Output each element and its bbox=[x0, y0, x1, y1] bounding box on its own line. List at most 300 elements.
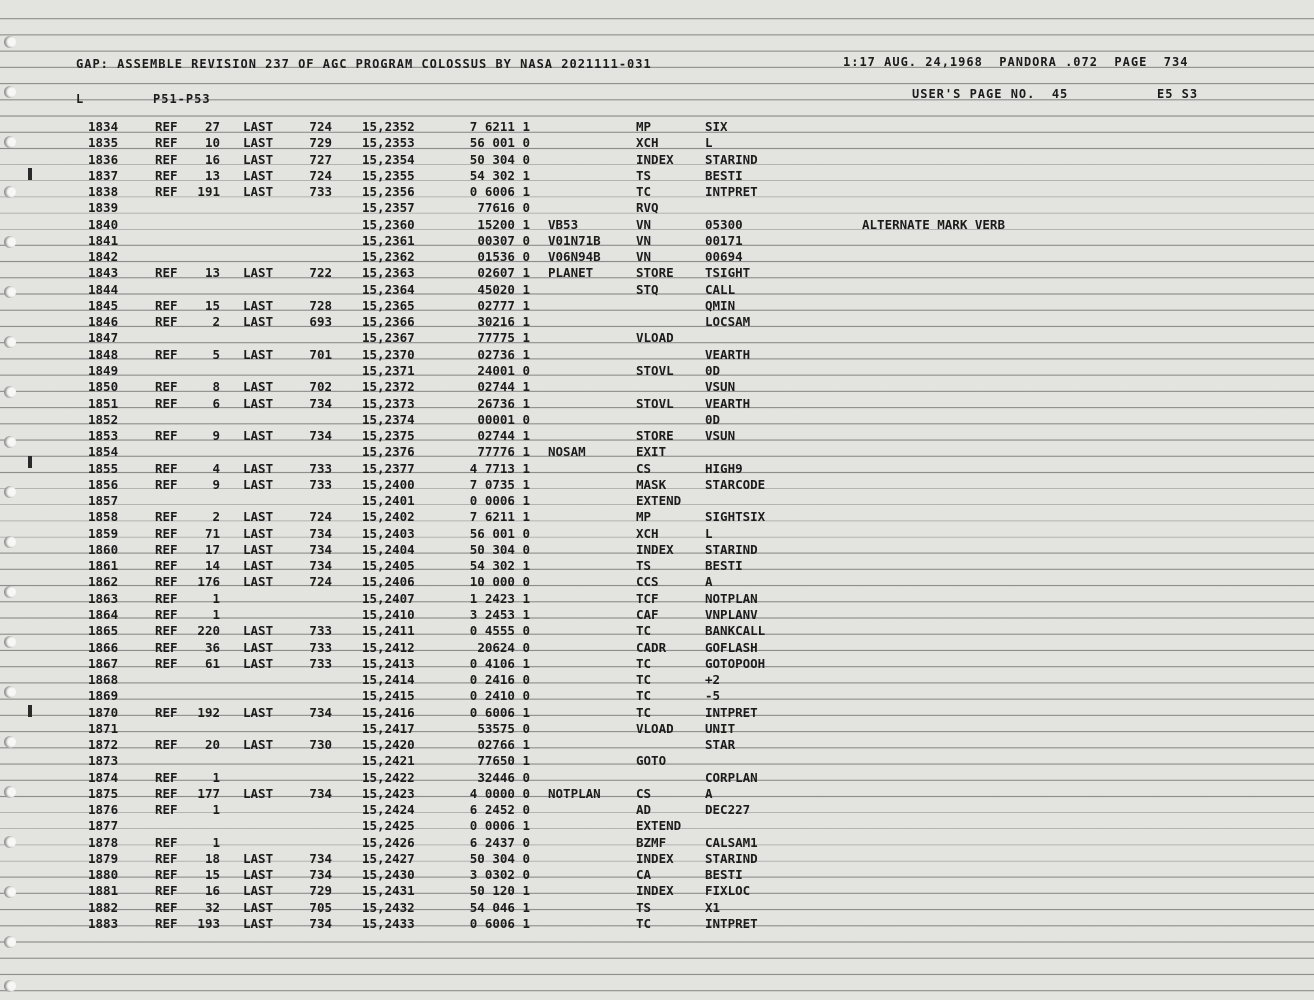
line-number: 1856 bbox=[88, 476, 119, 492]
listing-row bbox=[0, 461, 1314, 477]
ref-keyword: REF bbox=[155, 151, 178, 167]
ref-count: 1 bbox=[212, 590, 220, 606]
octal-code: 6 2437 0 bbox=[469, 834, 530, 850]
opcode: TC bbox=[636, 655, 652, 671]
last-keyword: LAST bbox=[243, 346, 274, 362]
listing-row bbox=[0, 265, 1314, 281]
last-page: 733 bbox=[309, 476, 332, 492]
listing-row bbox=[0, 802, 1314, 818]
opcode: XCH bbox=[636, 135, 659, 151]
octal-code: 02744 1 bbox=[477, 428, 530, 444]
ref-count: 10 bbox=[204, 135, 220, 151]
last-page: 702 bbox=[309, 379, 332, 395]
line-number: 1853 bbox=[88, 428, 119, 444]
ref-keyword: REF bbox=[155, 623, 178, 639]
last-keyword: LAST bbox=[243, 655, 274, 671]
address: 15,2421 bbox=[362, 753, 415, 769]
operand: A bbox=[705, 785, 713, 801]
listing-row bbox=[0, 526, 1314, 542]
ref-keyword: REF bbox=[155, 476, 178, 492]
ref-count: 220 bbox=[197, 623, 220, 639]
line-number: 1880 bbox=[88, 867, 119, 883]
ref-keyword: REF bbox=[155, 916, 178, 932]
operand: BESTI bbox=[705, 167, 743, 183]
last-page: 733 bbox=[309, 460, 332, 476]
address: 15,2407 bbox=[362, 590, 415, 606]
operand: VEARTH bbox=[705, 395, 751, 411]
section-name: P51-P53 bbox=[153, 92, 211, 106]
opcode: INDEX bbox=[636, 883, 674, 899]
operand: INTPRET bbox=[705, 184, 758, 200]
symbol-label: NOSAM bbox=[548, 444, 586, 460]
listing-row bbox=[0, 509, 1314, 525]
line-number: 1847 bbox=[88, 330, 119, 346]
opcode: CAF bbox=[636, 606, 659, 622]
ref-keyword: REF bbox=[155, 737, 178, 753]
last-page: 724 bbox=[309, 509, 332, 525]
address: 15,2426 bbox=[362, 834, 415, 850]
opcode: VN bbox=[636, 249, 652, 265]
opcode: STORE bbox=[636, 265, 674, 281]
octal-code: 54 302 1 bbox=[469, 558, 530, 574]
opcode: INDEX bbox=[636, 541, 674, 557]
ref-keyword: REF bbox=[155, 135, 178, 151]
listing-row bbox=[0, 705, 1314, 721]
ref-keyword: REF bbox=[155, 802, 178, 818]
address: 15,2373 bbox=[362, 395, 415, 411]
opcode: TC bbox=[636, 916, 652, 932]
address: 15,2356 bbox=[362, 184, 415, 200]
listing-row bbox=[0, 444, 1314, 460]
operand: LOCSAM bbox=[705, 314, 751, 330]
last-keyword: LAST bbox=[243, 541, 274, 557]
listing-row bbox=[0, 607, 1314, 623]
feed-hole bbox=[4, 980, 16, 992]
operand: CORPLAN bbox=[705, 769, 758, 785]
operand: STARCODE bbox=[705, 476, 766, 492]
listing-row bbox=[0, 282, 1314, 298]
line-number: 1846 bbox=[88, 314, 119, 330]
line-number: 1863 bbox=[88, 590, 119, 606]
octal-code: 0 0006 1 bbox=[469, 818, 530, 834]
line-number: 1838 bbox=[88, 184, 119, 200]
opcode: TS bbox=[636, 558, 652, 574]
operand: NOTPLAN bbox=[705, 590, 758, 606]
line-number: 1868 bbox=[88, 672, 119, 688]
address: 15,2370 bbox=[362, 346, 415, 362]
octal-code: 56 001 0 bbox=[469, 525, 530, 541]
ref-count: 15 bbox=[204, 867, 220, 883]
line-number: 1864 bbox=[88, 606, 119, 622]
opcode: TC bbox=[636, 704, 652, 720]
last-page: 734 bbox=[309, 850, 332, 866]
last-keyword: LAST bbox=[243, 737, 274, 753]
last-page: 705 bbox=[309, 899, 332, 915]
listing-row bbox=[0, 184, 1314, 200]
opcode: TC bbox=[636, 688, 652, 704]
octal-code: 77650 1 bbox=[477, 753, 530, 769]
line-number: 1840 bbox=[88, 216, 119, 232]
address: 15,2375 bbox=[362, 428, 415, 444]
last-page: 734 bbox=[309, 704, 332, 720]
octal-code: 0 0006 1 bbox=[469, 493, 530, 509]
line-number: 1869 bbox=[88, 688, 119, 704]
symbol-label: PLANET bbox=[548, 265, 594, 281]
address: 15,2423 bbox=[362, 785, 415, 801]
operand: HIGH9 bbox=[705, 460, 743, 476]
ref-count: 14 bbox=[204, 558, 220, 574]
address: 15,2353 bbox=[362, 135, 415, 151]
symbol-label: NOTPLAN bbox=[548, 785, 601, 801]
symbol-label: V06N94B bbox=[548, 249, 601, 265]
operand: L bbox=[705, 135, 713, 151]
octal-code: 45020 1 bbox=[477, 281, 530, 297]
operand: GOFLASH bbox=[705, 639, 758, 655]
ref-keyword: REF bbox=[155, 590, 178, 606]
ref-keyword: REF bbox=[155, 704, 178, 720]
address: 15,2425 bbox=[362, 818, 415, 834]
operand: 00694 bbox=[705, 249, 743, 265]
address: 15,2411 bbox=[362, 623, 415, 639]
octal-code: 4 0000 0 bbox=[469, 785, 530, 801]
listing-row bbox=[0, 574, 1314, 590]
octal-code: 54 302 1 bbox=[469, 167, 530, 183]
listing-row bbox=[0, 347, 1314, 363]
octal-code: 26736 1 bbox=[477, 395, 530, 411]
last-keyword: LAST bbox=[243, 525, 274, 541]
last-page: 733 bbox=[309, 623, 332, 639]
opcode: MP bbox=[636, 509, 652, 525]
opcode: STOVL bbox=[636, 362, 674, 378]
line-number: 1855 bbox=[88, 460, 119, 476]
address: 15,2416 bbox=[362, 704, 415, 720]
line-number: 1835 bbox=[88, 135, 119, 151]
operand: INTPRET bbox=[705, 704, 758, 720]
address: 15,2403 bbox=[362, 525, 415, 541]
last-page: 724 bbox=[309, 167, 332, 183]
octal-code: 02736 1 bbox=[477, 346, 530, 362]
line-number: 1841 bbox=[88, 232, 119, 248]
line-number: 1875 bbox=[88, 785, 119, 801]
address: 15,2433 bbox=[362, 916, 415, 932]
symbol-label: V01N71B bbox=[548, 232, 601, 248]
ref-keyword: REF bbox=[155, 509, 178, 525]
line-number: 1857 bbox=[88, 493, 119, 509]
last-keyword: LAST bbox=[243, 623, 274, 639]
listing-row bbox=[0, 249, 1314, 265]
line-number: 1851 bbox=[88, 395, 119, 411]
octal-code: 77776 1 bbox=[477, 444, 530, 460]
ref-count: 4 bbox=[212, 460, 220, 476]
operand: X1 bbox=[705, 899, 721, 915]
line-number: 1881 bbox=[88, 883, 119, 899]
listing-row bbox=[0, 786, 1314, 802]
operand: SIX bbox=[705, 119, 728, 134]
listing-row bbox=[0, 217, 1314, 233]
ref-keyword: REF bbox=[155, 184, 178, 200]
sheet-code: E5 S3 bbox=[1157, 87, 1199, 101]
last-keyword: LAST bbox=[243, 574, 274, 590]
listing-row bbox=[0, 591, 1314, 607]
line-number: 1848 bbox=[88, 346, 119, 362]
last-keyword: LAST bbox=[243, 639, 274, 655]
opcode: TC bbox=[636, 184, 652, 200]
octal-code: 77775 1 bbox=[477, 330, 530, 346]
address: 15,2432 bbox=[362, 899, 415, 915]
octal-code: 6 2452 0 bbox=[469, 802, 530, 818]
last-page: 734 bbox=[309, 428, 332, 444]
listing-row bbox=[0, 152, 1314, 168]
octal-code: 7 0735 1 bbox=[469, 476, 530, 492]
operand: GOTOPOOH bbox=[705, 655, 766, 671]
address: 15,2422 bbox=[362, 769, 415, 785]
last-page: 728 bbox=[309, 297, 332, 313]
address: 15,2376 bbox=[362, 444, 415, 460]
octal-code: 00001 0 bbox=[477, 411, 530, 427]
operand: VSUN bbox=[705, 379, 736, 395]
octal-code: 50 304 0 bbox=[469, 541, 530, 557]
opcode: EXTEND bbox=[636, 493, 682, 509]
last-page: 724 bbox=[309, 574, 332, 590]
octal-code: 24001 0 bbox=[477, 362, 530, 378]
address: 15,2372 bbox=[362, 379, 415, 395]
address: 15,2360 bbox=[362, 216, 415, 232]
line-number: 1882 bbox=[88, 899, 119, 915]
listing-row bbox=[0, 558, 1314, 574]
line-number: 1871 bbox=[88, 720, 119, 736]
ref-keyword: REF bbox=[155, 883, 178, 899]
operand: VNPLANV bbox=[705, 606, 758, 622]
address: 15,2352 bbox=[362, 119, 415, 134]
last-page: 734 bbox=[309, 785, 332, 801]
ref-count: 1 bbox=[212, 606, 220, 622]
last-keyword: LAST bbox=[243, 297, 274, 313]
line-number: 1866 bbox=[88, 639, 119, 655]
listing-row bbox=[0, 542, 1314, 558]
address: 15,2404 bbox=[362, 541, 415, 557]
ref-keyword: REF bbox=[155, 314, 178, 330]
opcode: EXIT bbox=[636, 444, 667, 460]
ref-count: 2 bbox=[212, 509, 220, 525]
operand: 00171 bbox=[705, 232, 743, 248]
opcode: TC bbox=[636, 672, 652, 688]
line-number: 1883 bbox=[88, 916, 119, 932]
line-number: 1873 bbox=[88, 753, 119, 769]
last-page: 733 bbox=[309, 639, 332, 655]
last-page: 730 bbox=[309, 737, 332, 753]
last-page: 727 bbox=[309, 151, 332, 167]
opcode: MASK bbox=[636, 476, 667, 492]
opcode: XCH bbox=[636, 525, 659, 541]
ref-keyword: REF bbox=[155, 639, 178, 655]
line-number: 1862 bbox=[88, 574, 119, 590]
address: 15,2361 bbox=[362, 232, 415, 248]
ref-count: 20 bbox=[204, 737, 220, 753]
last-keyword: LAST bbox=[243, 558, 274, 574]
opcode: AD bbox=[636, 802, 652, 818]
ref-count: 13 bbox=[204, 167, 220, 183]
last-page: 734 bbox=[309, 558, 332, 574]
ref-count: 1 bbox=[212, 834, 220, 850]
ref-count: 191 bbox=[197, 184, 220, 200]
opcode: CADR bbox=[636, 639, 667, 655]
ref-count: 1 bbox=[212, 769, 220, 785]
line-number: 1843 bbox=[88, 265, 119, 281]
ref-count: 192 bbox=[197, 704, 220, 720]
ref-keyword: REF bbox=[155, 428, 178, 444]
ref-count: 61 bbox=[204, 655, 220, 671]
last-keyword: LAST bbox=[243, 265, 274, 281]
line-number: 1872 bbox=[88, 737, 119, 753]
ref-count: 15 bbox=[204, 297, 220, 313]
address: 15,2355 bbox=[362, 167, 415, 183]
octal-code: 02607 1 bbox=[477, 265, 530, 281]
last-keyword: LAST bbox=[243, 460, 274, 476]
line-number: 1860 bbox=[88, 541, 119, 557]
line-number: 1849 bbox=[88, 362, 119, 378]
listing-row bbox=[0, 396, 1314, 412]
address: 15,2363 bbox=[362, 265, 415, 281]
ref-count: 32 bbox=[204, 899, 220, 915]
operand: -5 bbox=[705, 688, 721, 704]
line-number: 1850 bbox=[88, 379, 119, 395]
operand: TSIGHT bbox=[705, 265, 751, 281]
address: 15,2413 bbox=[362, 655, 415, 671]
operand: 0D bbox=[705, 411, 721, 427]
ref-keyword: REF bbox=[155, 558, 178, 574]
last-keyword: LAST bbox=[243, 395, 274, 411]
last-page: 729 bbox=[309, 135, 332, 151]
address: 15,2406 bbox=[362, 574, 415, 590]
ref-count: 16 bbox=[204, 883, 220, 899]
listing-row bbox=[0, 737, 1314, 753]
listing-row bbox=[0, 428, 1314, 444]
last-keyword: LAST bbox=[243, 428, 274, 444]
listing-row bbox=[0, 688, 1314, 704]
address: 15,2414 bbox=[362, 672, 415, 688]
last-keyword: LAST bbox=[243, 379, 274, 395]
operand: QMIN bbox=[705, 297, 736, 313]
address: 15,2354 bbox=[362, 151, 415, 167]
opcode: CS bbox=[636, 460, 652, 476]
octal-code: 54 046 1 bbox=[469, 899, 530, 915]
address: 15,2367 bbox=[362, 330, 415, 346]
address: 15,2430 bbox=[362, 867, 415, 883]
opcode: CA bbox=[636, 867, 652, 883]
line-number: 1861 bbox=[88, 558, 119, 574]
last-keyword: LAST bbox=[243, 314, 274, 330]
opcode: BZMF bbox=[636, 834, 667, 850]
opcode: INDEX bbox=[636, 151, 674, 167]
address: 15,2364 bbox=[362, 281, 415, 297]
ref-keyword: REF bbox=[155, 655, 178, 671]
opcode: VN bbox=[636, 216, 652, 232]
address: 15,2401 bbox=[362, 493, 415, 509]
last-page: 733 bbox=[309, 184, 332, 200]
opcode: RVQ bbox=[636, 200, 659, 216]
operand: VSUN bbox=[705, 428, 736, 444]
last-page: 734 bbox=[309, 525, 332, 541]
opcode: TCF bbox=[636, 590, 659, 606]
ref-count: 13 bbox=[204, 265, 220, 281]
listing-row bbox=[0, 916, 1314, 932]
address: 15,2402 bbox=[362, 509, 415, 525]
ref-keyword: REF bbox=[155, 769, 178, 785]
ref-count: 176 bbox=[197, 574, 220, 590]
address: 15,2371 bbox=[362, 362, 415, 378]
last-page: 734 bbox=[309, 541, 332, 557]
address: 15,2431 bbox=[362, 883, 415, 899]
opcode: TS bbox=[636, 167, 652, 183]
octal-code: 77616 0 bbox=[477, 200, 530, 216]
last-page: 724 bbox=[309, 119, 332, 134]
last-keyword: LAST bbox=[243, 167, 274, 183]
operand: STARIND bbox=[705, 151, 758, 167]
feed-hole bbox=[4, 36, 16, 48]
line-number: 1837 bbox=[88, 167, 119, 183]
last-keyword: LAST bbox=[243, 867, 274, 883]
feed-hole bbox=[4, 936, 16, 948]
opcode: GOTO bbox=[636, 753, 667, 769]
opcode: VN bbox=[636, 232, 652, 248]
line-number: 1858 bbox=[88, 509, 119, 525]
ref-keyword: REF bbox=[155, 119, 178, 134]
opcode: MP bbox=[636, 119, 652, 134]
operand: BESTI bbox=[705, 558, 743, 574]
octal-code: 56 001 0 bbox=[469, 135, 530, 151]
line-number: 1877 bbox=[88, 818, 119, 834]
line-number: 1845 bbox=[88, 297, 119, 313]
listing-row bbox=[0, 867, 1314, 883]
operand: CALL bbox=[705, 281, 736, 297]
octal-code: 7 6211 1 bbox=[469, 509, 530, 525]
ref-count: 8 bbox=[212, 379, 220, 395]
ref-count: 17 bbox=[204, 541, 220, 557]
operand: INTPRET bbox=[705, 916, 758, 932]
listing-row bbox=[0, 314, 1314, 330]
address: 15,2377 bbox=[362, 460, 415, 476]
ref-keyword: REF bbox=[155, 867, 178, 883]
listing-row bbox=[0, 168, 1314, 184]
ref-keyword: REF bbox=[155, 297, 178, 313]
listing-row bbox=[0, 119, 1314, 135]
octal-code: 0 6006 1 bbox=[469, 704, 530, 720]
last-keyword: LAST bbox=[243, 916, 274, 932]
octal-code: 01536 0 bbox=[477, 249, 530, 265]
line-number: 1874 bbox=[88, 769, 119, 785]
operand: DEC227 bbox=[705, 802, 751, 818]
operand: VEARTH bbox=[705, 346, 751, 362]
address: 15,2427 bbox=[362, 850, 415, 866]
ref-count: 71 bbox=[204, 525, 220, 541]
octal-code: 3 2453 1 bbox=[469, 606, 530, 622]
address: 15,2374 bbox=[362, 411, 415, 427]
octal-code: 0 2410 0 bbox=[469, 688, 530, 704]
ref-keyword: REF bbox=[155, 834, 178, 850]
ref-keyword: REF bbox=[155, 574, 178, 590]
address: 15,2424 bbox=[362, 802, 415, 818]
listing-row bbox=[0, 135, 1314, 151]
operand: CALSAM1 bbox=[705, 834, 758, 850]
last-page: 722 bbox=[309, 265, 332, 281]
ref-keyword: REF bbox=[155, 395, 178, 411]
ref-count: 6 bbox=[212, 395, 220, 411]
ref-count: 2 bbox=[212, 314, 220, 330]
octal-code: 0 6006 1 bbox=[469, 916, 530, 932]
address: 15,2400 bbox=[362, 476, 415, 492]
line-number: 1878 bbox=[88, 834, 119, 850]
operand: STARIND bbox=[705, 850, 758, 866]
